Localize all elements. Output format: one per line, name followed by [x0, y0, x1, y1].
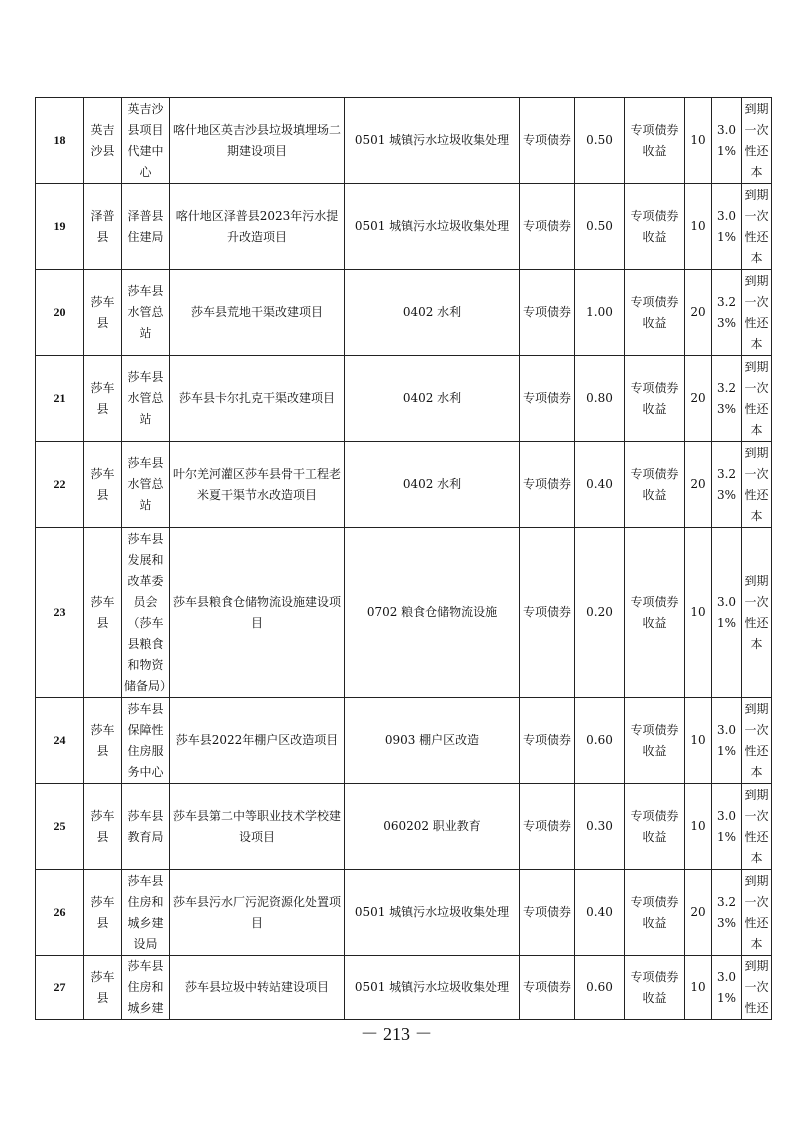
repayment-source-cell: 专项债券收益 — [625, 270, 685, 356]
category-cell: 0402 水利 — [345, 356, 520, 442]
county-cell: 英吉沙县 — [84, 98, 122, 184]
rate-cell: 3.01% — [712, 698, 742, 784]
bond-type-cell: 专项债券 — [520, 270, 575, 356]
bond-type-cell: 专项债券 — [520, 698, 575, 784]
county-cell: 莎车县 — [84, 784, 122, 870]
unit-cell: 英吉沙县项目代建中心 — [122, 98, 170, 184]
table-body — [36, 98, 772, 1020]
project-name-cell: 莎车县第二中等职业技术学校建设项目 — [170, 784, 345, 870]
county-cell: 莎车县 — [84, 442, 122, 528]
repayment-method-cell: 到期一次性还本 — [742, 442, 772, 528]
unit-cell: 莎车县发展和改革委员会（莎车县粮食和物资储备局） — [122, 528, 170, 698]
bond-type-cell: 专项债券 — [520, 528, 575, 698]
amount-cell: 0.40 — [575, 870, 625, 956]
repayment-source-cell: 专项债券收益 — [625, 184, 685, 270]
project-name-cell: 喀什地区英吉沙县垃圾填埋场二期建设项目 — [170, 98, 345, 184]
rate-cell: 3.01% — [712, 528, 742, 698]
category-cell: 0501 城镇污水垃圾收集处理 — [345, 98, 520, 184]
row-number-cell: 24 — [36, 698, 84, 784]
bond-type-cell: 专项债券 — [520, 184, 575, 270]
rate-cell: 3.23% — [712, 356, 742, 442]
unit-cell: 莎车县保障性住房服务中心 — [122, 698, 170, 784]
amount-cell: 0.50 — [575, 98, 625, 184]
unit-cell: 莎车县水管总站 — [122, 442, 170, 528]
repayment-source-cell: 专项债券收益 — [625, 442, 685, 528]
row-number-cell: 27 — [36, 956, 84, 1020]
rate-cell: 3.23% — [712, 442, 742, 528]
row-number-cell: 23 — [36, 528, 84, 698]
county-cell: 莎车县 — [84, 870, 122, 956]
county-cell: 泽普县 — [84, 184, 122, 270]
term-cell: 20 — [685, 870, 712, 956]
repayment-method-cell: 到期一次性还本 — [742, 784, 772, 870]
category-cell: 0903 棚户区改造 — [345, 698, 520, 784]
bond-type-cell: 专项债券 — [520, 442, 575, 528]
rate-cell: 3.01% — [712, 184, 742, 270]
term-cell: 10 — [685, 184, 712, 270]
bond-type-cell: 专项债券 — [520, 870, 575, 956]
row-number-cell: 19 — [36, 184, 84, 270]
project-name-cell: 莎车县垃圾中转站建设项目 — [170, 956, 345, 1020]
unit-cell: 莎车县住房和城乡建 — [122, 956, 170, 1020]
row-number-cell: 26 — [36, 870, 84, 956]
county-cell: 莎车县 — [84, 956, 122, 1020]
amount-cell: 0.60 — [575, 698, 625, 784]
amount-cell: 0.80 — [575, 356, 625, 442]
repayment-source-cell: 专项债券收益 — [625, 698, 685, 784]
category-cell: 0402 水利 — [345, 270, 520, 356]
page-number: － 213 － — [360, 1024, 433, 1044]
unit-cell: 莎车县水管总站 — [122, 270, 170, 356]
table-row — [36, 528, 772, 698]
county-cell: 莎车县 — [84, 270, 122, 356]
repayment-method-cell: 到期一次性还本 — [742, 870, 772, 956]
row-number-cell: 20 — [36, 270, 84, 356]
bond-type-cell: 专项债券 — [520, 356, 575, 442]
rate-cell: 3.01% — [712, 784, 742, 870]
repayment-source-cell: 专项债券收益 — [625, 870, 685, 956]
term-cell: 10 — [685, 784, 712, 870]
rate-cell: 3.23% — [712, 270, 742, 356]
term-cell: 10 — [685, 956, 712, 1020]
row-number-cell: 18 — [36, 98, 84, 184]
table-row — [36, 784, 772, 870]
rate-cell: 3.01% — [712, 956, 742, 1020]
category-cell: 0501 城镇污水垃圾收集处理 — [345, 956, 520, 1020]
unit-cell: 莎车县住房和城乡建设局 — [122, 870, 170, 956]
project-name-cell: 莎车县粮食仓储物流设施建设项目 — [170, 528, 345, 698]
repayment-method-cell: 到期一次性还本 — [742, 270, 772, 356]
project-name-cell: 莎车县荒地干渠改建项目 — [170, 270, 345, 356]
bond-project-table — [35, 97, 772, 1020]
row-number-cell: 22 — [36, 442, 84, 528]
amount-cell: 0.40 — [575, 442, 625, 528]
repayment-method-cell: 到期一次性还本 — [742, 528, 772, 698]
term-cell: 20 — [685, 442, 712, 528]
project-name-cell: 叶尔羌河灌区莎车县骨干工程老米夏干渠节水改造项目 — [170, 442, 345, 528]
project-name-cell: 喀什地区泽普县2023年污水提升改造项目 — [170, 184, 345, 270]
repayment-method-cell: 到期一次性还 — [742, 956, 772, 1020]
rate-cell: 3.23% — [712, 870, 742, 956]
term-cell: 10 — [685, 98, 712, 184]
bond-type-cell: 专项债券 — [520, 98, 575, 184]
amount-cell: 0.60 — [575, 956, 625, 1020]
repayment-method-cell: 到期一次性还本 — [742, 184, 772, 270]
repayment-source-cell: 专项债券收益 — [625, 528, 685, 698]
term-cell: 20 — [685, 356, 712, 442]
term-cell: 10 — [685, 528, 712, 698]
county-cell: 莎车县 — [84, 356, 122, 442]
repayment-source-cell: 专项债券收益 — [625, 956, 685, 1020]
repayment-source-cell: 专项债券收益 — [625, 98, 685, 184]
row-number-cell: 25 — [36, 784, 84, 870]
category-cell: 0501 城镇污水垃圾收集处理 — [345, 870, 520, 956]
category-cell: 0702 粮食仓储物流设施 — [345, 528, 520, 698]
county-cell: 莎车县 — [84, 698, 122, 784]
table-row — [36, 270, 772, 356]
table-row — [36, 356, 772, 442]
amount-cell: 0.50 — [575, 184, 625, 270]
table-row — [36, 98, 772, 184]
amount-cell: 0.30 — [575, 784, 625, 870]
repayment-method-cell: 到期一次性还本 — [742, 356, 772, 442]
repayment-source-cell: 专项债券收益 — [625, 784, 685, 870]
term-cell: 20 — [685, 270, 712, 356]
rate-cell: 3.01% — [712, 98, 742, 184]
bond-type-cell: 专项债券 — [520, 956, 575, 1020]
table-row — [36, 956, 772, 1020]
table-row — [36, 442, 772, 528]
unit-cell: 莎车县水管总站 — [122, 356, 170, 442]
amount-cell: 1.00 — [575, 270, 625, 356]
category-cell: 0501 城镇污水垃圾收集处理 — [345, 184, 520, 270]
repayment-source-cell: 专项债券收益 — [625, 356, 685, 442]
bond-type-cell: 专项债券 — [520, 784, 575, 870]
term-cell: 10 — [685, 698, 712, 784]
row-number-cell: 21 — [36, 356, 84, 442]
unit-cell: 莎车县教育局 — [122, 784, 170, 870]
amount-cell: 0.20 — [575, 528, 625, 698]
project-name-cell: 莎车县2022年棚户区改造项目 — [170, 698, 345, 784]
category-cell: 0402 水利 — [345, 442, 520, 528]
county-cell: 莎车县 — [84, 528, 122, 698]
category-cell: 060202 职业教育 — [345, 784, 520, 870]
table-row — [36, 698, 772, 784]
project-name-cell: 莎车县污水厂污泥资源化处置项目 — [170, 870, 345, 956]
table-row — [36, 870, 772, 956]
repayment-method-cell: 到期一次性还本 — [742, 98, 772, 184]
table-row — [36, 184, 772, 270]
project-name-cell: 莎车县卡尔扎克干渠改建项目 — [170, 356, 345, 442]
repayment-method-cell: 到期一次性还本 — [742, 698, 772, 784]
unit-cell: 泽普县住建局 — [122, 184, 170, 270]
